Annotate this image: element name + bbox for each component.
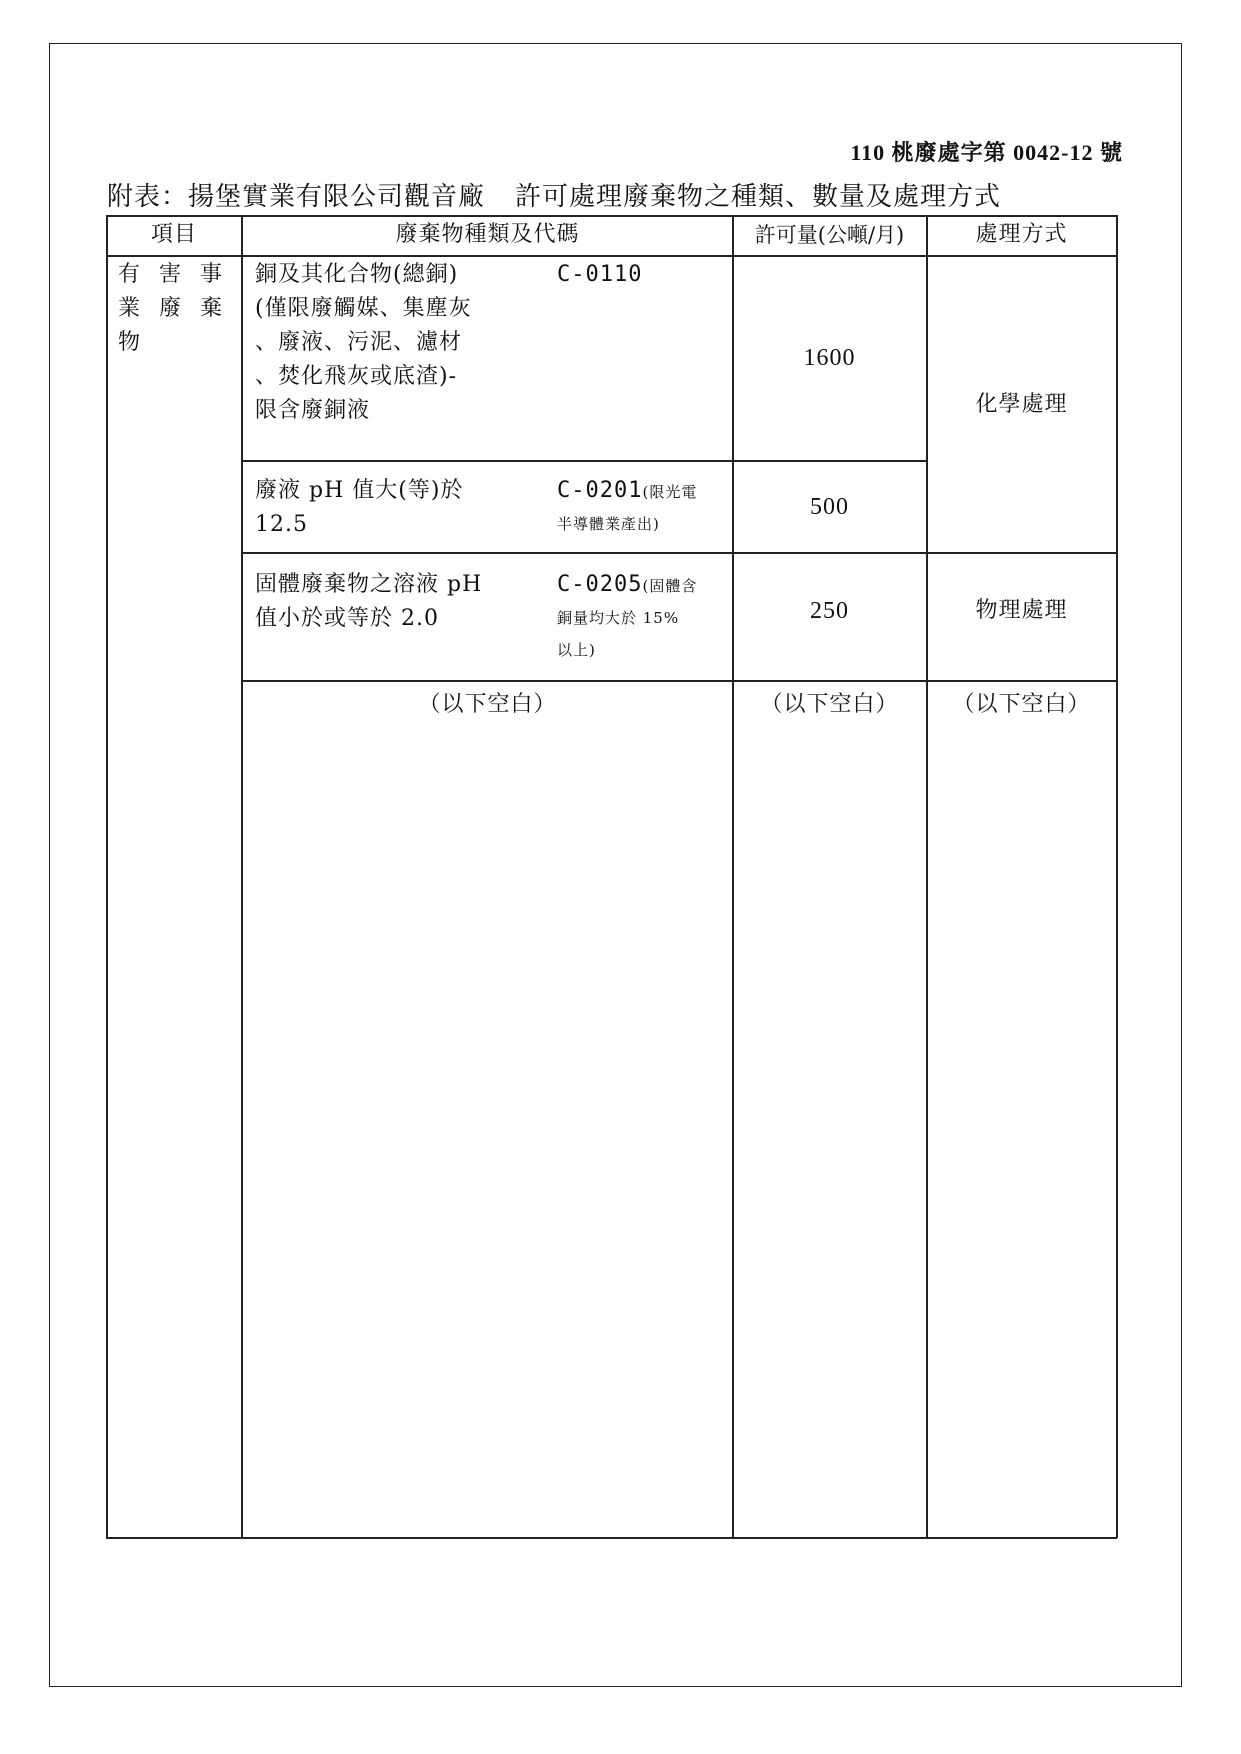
row-2-amount: 500 bbox=[810, 494, 849, 520]
row-2-code-cell bbox=[557, 474, 732, 540]
header-item: 項目 bbox=[150, 222, 197, 247]
row-1-name-line: 銅及其化合物(總銅) bbox=[255, 262, 459, 287]
category-line: 業 廢 棄 bbox=[118, 296, 228, 321]
row-3-code: C-0205 bbox=[557, 572, 643, 597]
caption-title: 許可處理廢棄物之種類、數量及處理方式 bbox=[515, 182, 1002, 212]
row-2-code: C-0201 bbox=[557, 478, 643, 503]
blank-note-waste-type: （以下空白） bbox=[418, 692, 557, 717]
row-1-name-line: 、廢液、污泥、濾材 bbox=[255, 330, 463, 355]
caption-company: 附表：揚堡實業有限公司觀音廠 bbox=[107, 182, 486, 212]
method-physical-treatment: 物理處理 bbox=[975, 598, 1068, 623]
row-3-code-cell bbox=[557, 568, 732, 666]
row-2-code-note: (限光電 bbox=[642, 483, 698, 501]
row-1-amount: 1600 bbox=[803, 345, 856, 371]
row-1-name-line: 、焚化飛灰或底渣)- bbox=[255, 364, 458, 389]
header-treatment-method: 處理方式 bbox=[975, 222, 1068, 247]
row-3-amount: 250 bbox=[810, 598, 849, 624]
row-1-code: C-0110 bbox=[557, 262, 643, 287]
row-2-name-line: 12.5 bbox=[255, 512, 308, 537]
row-1-waste-name bbox=[255, 258, 545, 428]
table-border-left bbox=[106, 215, 108, 1538]
document-number: 110 桃廢處字第 0042-12 號 bbox=[850, 140, 1123, 165]
table-border-right bbox=[1116, 215, 1118, 1538]
row-divider-3 bbox=[241, 680, 1117, 682]
row-2-waste-name bbox=[255, 474, 545, 542]
row-3-code-note: 以上) bbox=[557, 641, 596, 659]
row-3-code-note: (固體含 bbox=[642, 577, 698, 595]
table-border-top bbox=[106, 215, 1117, 217]
row-3-name-line: 值小於或等於 2.0 bbox=[255, 606, 439, 631]
category-line: 物 bbox=[118, 330, 147, 355]
header-divider bbox=[106, 255, 1117, 257]
row-3-waste-name bbox=[255, 568, 555, 636]
header-waste-type: 廢棄物種類及代碼 bbox=[395, 222, 580, 247]
table-col-divider-2 bbox=[732, 215, 734, 1538]
table-caption bbox=[107, 176, 1001, 213]
table-col-divider-1 bbox=[241, 215, 243, 1538]
row-2-name-line: 廢液 pH 值大(等)於 bbox=[255, 478, 464, 503]
header-permitted-amount: 許可量(公噸/月) bbox=[754, 223, 905, 247]
row-1-name-line: 限含廢銅液 bbox=[255, 398, 371, 423]
table-border-bottom bbox=[106, 1537, 1117, 1539]
row-divider-2 bbox=[241, 552, 1117, 554]
row-3-name-line: 固體廢棄物之溶液 pH bbox=[255, 572, 483, 597]
row-divider-1 bbox=[241, 460, 927, 462]
method-chemical-treatment: 化學處理 bbox=[975, 392, 1068, 417]
row-3-code-note: 銅量均大於 15% bbox=[557, 609, 680, 627]
row-2-code-note: 半導體業產出) bbox=[557, 515, 660, 533]
row-1-name-line: (僅限廢觸媒、集塵灰 bbox=[255, 296, 472, 321]
blank-note-amount: （以下空白） bbox=[760, 692, 899, 717]
category-line: 有 害 事 bbox=[118, 262, 228, 287]
category-hazardous-waste bbox=[118, 258, 238, 360]
blank-note-method: （以下空白） bbox=[952, 692, 1091, 717]
